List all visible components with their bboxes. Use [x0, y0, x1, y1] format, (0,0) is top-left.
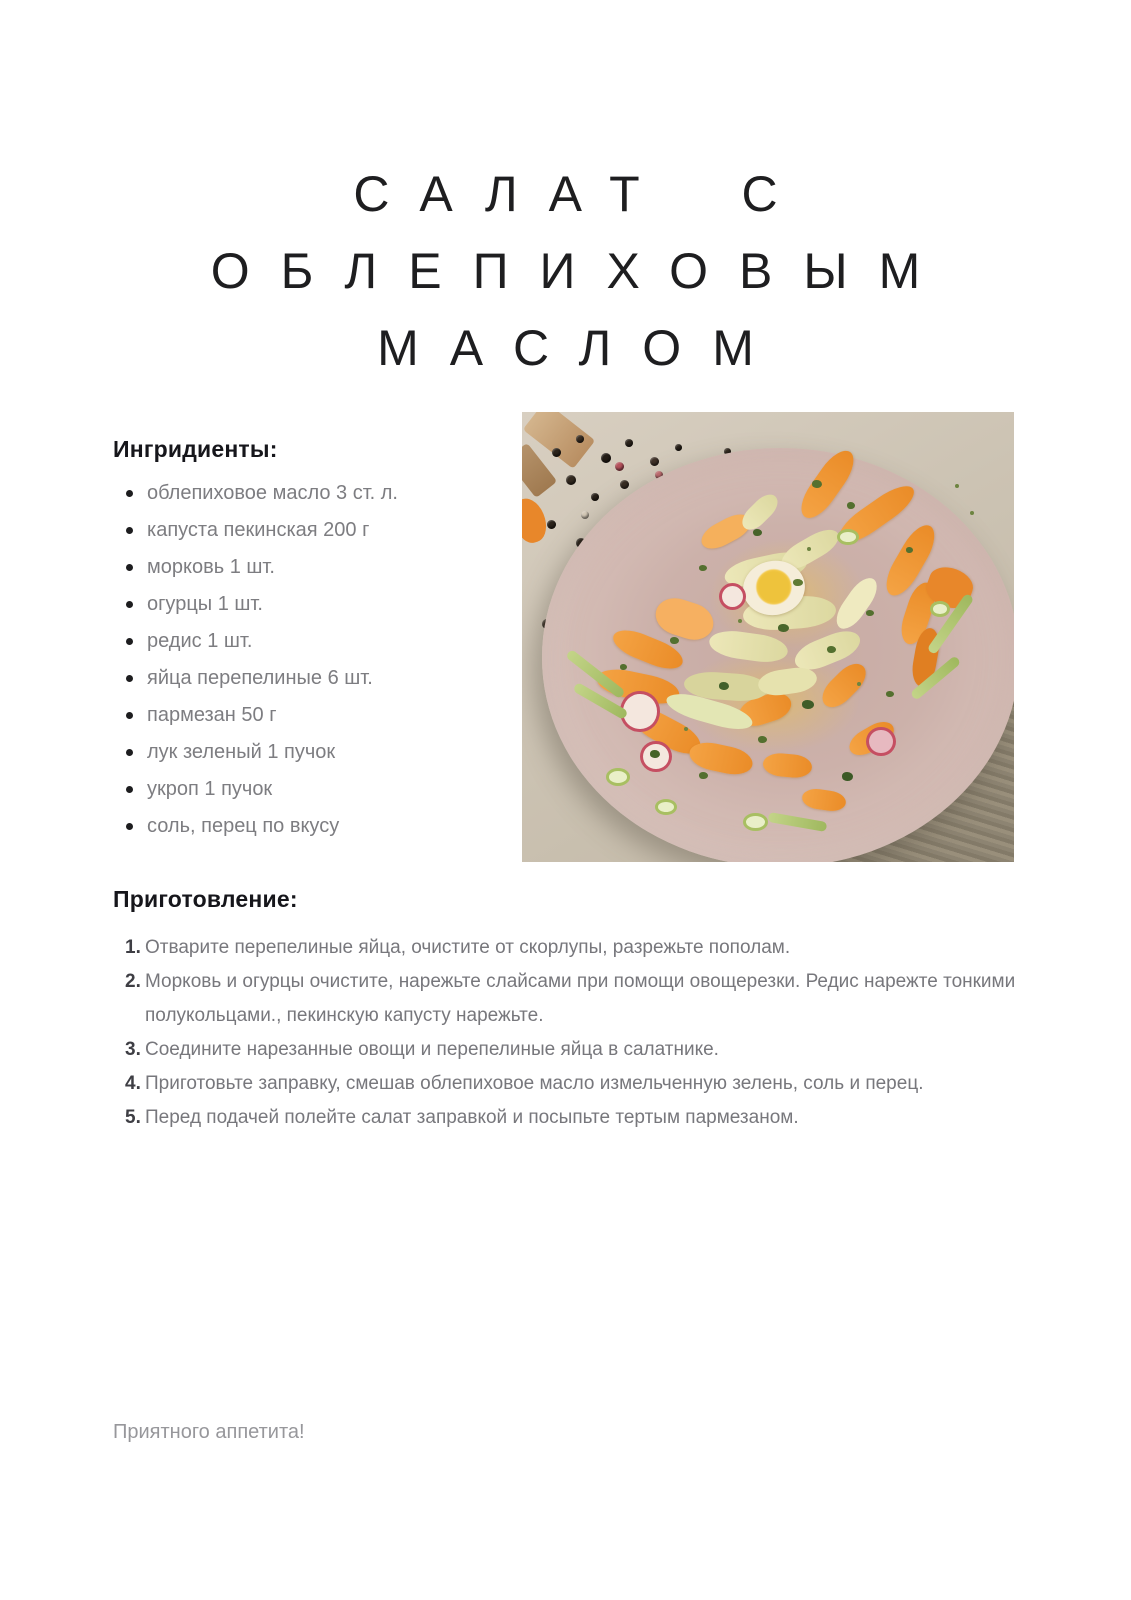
step-text: Перед подачей полейте салат заправкой и посыпьте тертым пармезаном. [145, 1107, 799, 1128]
ingredients-section [113, 436, 513, 851]
herb-sprig [886, 691, 894, 697]
onion-slice [930, 601, 950, 617]
peppercorn [552, 448, 561, 457]
ingredients-list [113, 481, 513, 838]
peppercorn [591, 493, 599, 501]
step-number: 2. [125, 971, 141, 992]
preparation-step [113, 1101, 1030, 1135]
herb-sprig [670, 637, 679, 644]
bullet-icon [126, 786, 133, 793]
ingredient-text: укроп 1 пучок [147, 778, 273, 800]
carrot-piece [522, 494, 549, 545]
ingredient-item [113, 666, 513, 690]
preparation-heading: Приготовление: [113, 886, 298, 912]
footer-text: Приятного аппетита! [113, 1421, 305, 1443]
bullet-icon [126, 601, 133, 608]
preparation-section [113, 886, 1030, 1135]
herb-sprig [719, 682, 729, 690]
step-text: Отварите перепелиные яйца, очистите от скорлупы, разрежьте пополам. [145, 937, 791, 958]
parsley-sprig [650, 750, 660, 758]
dill-speck [970, 511, 974, 515]
ingredients-heading: Ингридиенты: [113, 436, 278, 462]
onion-slice [606, 768, 631, 786]
herb-sprig [906, 547, 913, 553]
peppercorn [601, 453, 611, 463]
bullet-icon [126, 638, 133, 645]
ingredient-text: капуста пекинская 200 г [147, 519, 370, 541]
recipe-title [0, 156, 1131, 387]
peppercorn [566, 475, 576, 485]
ingredient-item [113, 592, 513, 616]
peppercorn-pink [615, 462, 624, 471]
preparation-step [113, 965, 1030, 1033]
ingredient-item [113, 777, 513, 801]
peppercorn [620, 480, 629, 489]
title-line-2: ОБЛЕПИХОВЫМ [210, 243, 952, 299]
bullet-icon [126, 564, 133, 571]
peppercorn-white [581, 511, 589, 519]
onion-slice [743, 813, 768, 831]
herb-sprig [778, 624, 789, 632]
ingredient-text: редис 1 шт. [147, 630, 253, 652]
step-number: 1. [125, 937, 141, 958]
ingredient-item [113, 814, 513, 838]
bullet-icon [126, 527, 133, 534]
dill-speck [857, 682, 861, 686]
step-number: 4. [125, 1073, 141, 1094]
bullet-icon [126, 823, 133, 830]
preparation-step [113, 1033, 1030, 1067]
step-text: Морковь и огурцы очистите, нарежьте слайсами при помощи овощерезки. Редис нарежте тонкими полукольцами., пекинскую капусту нарежьте. [145, 971, 1016, 1026]
peppercorn [576, 435, 584, 443]
preparation-step [113, 931, 1030, 965]
herb-sprig [699, 772, 708, 779]
title-line-1: САЛАТ С [353, 166, 809, 222]
onion-slice [655, 799, 677, 815]
herb-sprig [812, 480, 822, 488]
preparation-step [113, 1067, 1030, 1101]
ingredient-text: лук зеленый 1 пучок [147, 741, 336, 763]
bullet-icon [126, 675, 133, 682]
step-text: Приготовьте заправку, смешав облепиховое масло измельченную зелень, соль и перец. [145, 1073, 924, 1094]
ingredient-text: морковь 1 шт. [147, 556, 275, 578]
ingredient-text: яйца перепелиные 6 шт. [147, 667, 373, 689]
peppercorn [650, 457, 659, 466]
title-line-3: МАСЛОМ [377, 320, 785, 376]
herb-sprig [793, 579, 803, 586]
herb-sprig [699, 565, 707, 571]
parsley-sprig [842, 772, 853, 781]
onion-slice [837, 529, 859, 545]
herb-sprig [827, 646, 836, 653]
ingredient-item [113, 629, 513, 653]
peppercorn [625, 439, 633, 447]
step-number: 3. [125, 1039, 141, 1060]
ingredient-text: огурцы 1 шт. [147, 593, 263, 615]
ingredient-text: пармезан 50 г [147, 704, 277, 726]
recipe-photo [522, 412, 1014, 862]
ingredient-text: соль, перец по вкусу [147, 815, 340, 837]
herb-sprig [847, 502, 855, 509]
ingredient-item [113, 518, 513, 542]
bullet-icon [126, 712, 133, 719]
preparation-steps [113, 931, 1030, 1135]
radish-slice [719, 583, 746, 610]
ingredient-item [113, 740, 513, 764]
peppercorn [547, 520, 556, 529]
herb-sprig [758, 736, 767, 743]
ingredient-item [113, 703, 513, 727]
ingredient-item [113, 481, 513, 505]
bullet-icon [126, 490, 133, 497]
ingredient-item [113, 555, 513, 579]
ingredient-text: облепиховое масло 3 ст. л. [147, 482, 398, 504]
peppercorn [675, 444, 682, 451]
step-number: 5. [125, 1107, 141, 1128]
step-text: Соедините нарезанные овощи и перепелиные яйца в салатнике. [145, 1039, 719, 1060]
radish-slice [866, 727, 896, 756]
dill-speck [955, 484, 959, 488]
bon-appetit-note [113, 1421, 305, 1444]
bullet-icon [126, 749, 133, 756]
